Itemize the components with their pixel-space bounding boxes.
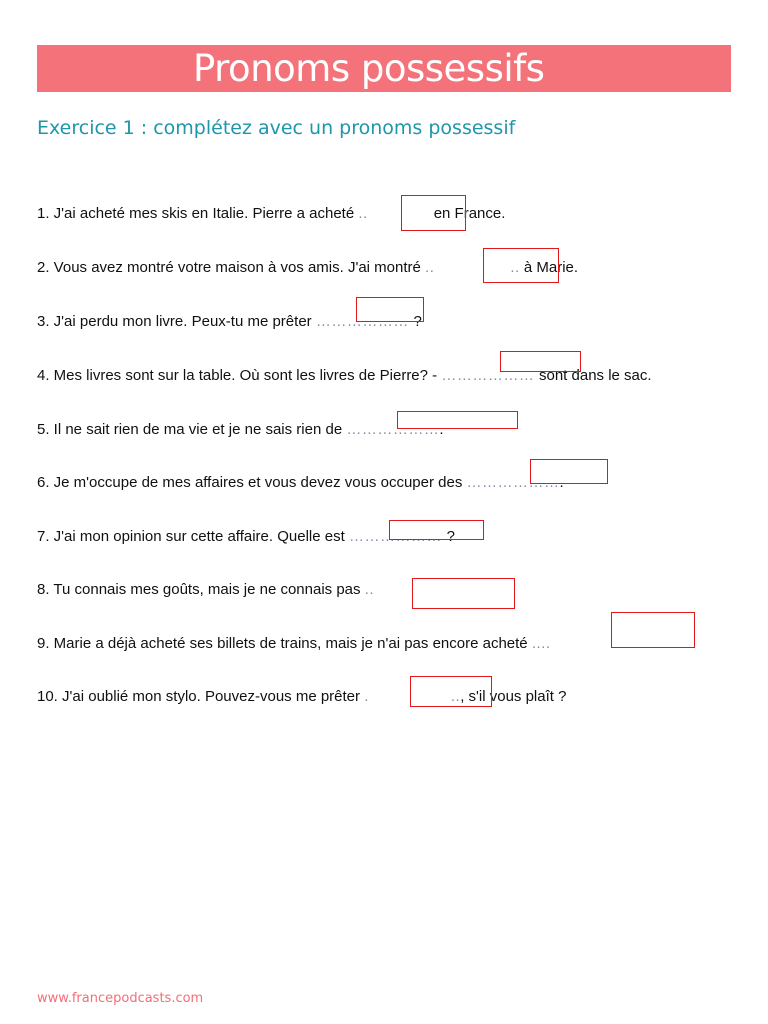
question-10-dots-after: ..: [450, 688, 461, 705]
question-3-text-after: ?: [413, 313, 422, 330]
question-7-text: 7. J'ai mon opinion sur cette affaire. Quelle est: [37, 528, 349, 545]
question-9-text: 9. Marie a déjà acheté ses billets de trains, mais je n'ai pas encore acheté: [37, 635, 532, 652]
question-6-text-after: .: [559, 474, 564, 491]
answer-box-10[interactable]: [410, 676, 492, 707]
question-5-text: 5. Il ne sait rien de ma vie et je ne sais rien de: [37, 421, 347, 438]
question-4-text-after: sont dans le sac.: [539, 367, 652, 384]
question-8-dots: ..: [364, 581, 375, 598]
question-10-dots: .: [364, 688, 369, 705]
footer-url[interactable]: www.francepodcasts.com: [37, 991, 204, 1006]
answer-box-4[interactable]: [500, 351, 581, 372]
answer-box-8[interactable]: [412, 578, 515, 609]
question-8-text: 8. Tu connais mes goûts, mais je ne connais pas: [37, 581, 365, 598]
question-6-dots: ………………: [466, 474, 560, 491]
question-8: [37, 581, 374, 599]
answer-box-3[interactable]: [356, 297, 424, 322]
question-10-text: 10. J'ai oublié mon stylo. Pouvez-vous me prêter: [37, 688, 365, 705]
question-10-text-after: , s'il vous plaît ?: [460, 688, 567, 705]
question-3-dots: ………………: [315, 313, 414, 330]
question-2-text: 2. Vous avez montré votre maison à vos amis. J'ai montré: [37, 259, 426, 276]
answer-box-7[interactable]: [389, 520, 484, 540]
answer-box-6[interactable]: [530, 459, 608, 484]
question-4-dots: ………………: [441, 367, 539, 384]
question-7-dots: ………………: [348, 528, 447, 545]
question-1-text-after: en France.: [433, 205, 506, 222]
question-4-text: 4. Mes livres sont sur la table. Où sont les livres de Pierre? -: [37, 367, 442, 384]
question-5-text-after: .: [439, 421, 444, 438]
question-2-dots: ..: [425, 259, 435, 276]
question-2-text-after: à Marie.: [519, 259, 579, 276]
question-7-text-after: ?: [446, 528, 455, 545]
answer-box-1[interactable]: [401, 195, 466, 231]
question-1-text: 1. J'ai acheté mes skis en Italie. Pierre a acheté: [37, 205, 359, 222]
question-2-dots-after: ..: [510, 259, 520, 276]
question-6: [37, 474, 564, 492]
answer-box-9[interactable]: [611, 612, 695, 648]
answer-box-5[interactable]: [397, 411, 518, 429]
question-9-dots: ....: [531, 635, 551, 652]
answer-box-2[interactable]: [483, 248, 559, 283]
question-9: [37, 635, 550, 653]
question-3-text: 3. J'ai perdu mon livre. Peux-tu me prêter: [37, 313, 316, 330]
question-5: [37, 421, 444, 439]
question-5-dots: ………………: [346, 421, 440, 438]
exercise-title: Exercice 1 : complétez avec un pronoms possessif: [37, 117, 516, 139]
page-title: Pronoms possessifs: [193, 47, 545, 90]
question-6-text: 6. Je m'occupe de mes affaires et vous devez vous occuper des: [37, 474, 467, 491]
question-1-dots: ..: [358, 205, 368, 222]
